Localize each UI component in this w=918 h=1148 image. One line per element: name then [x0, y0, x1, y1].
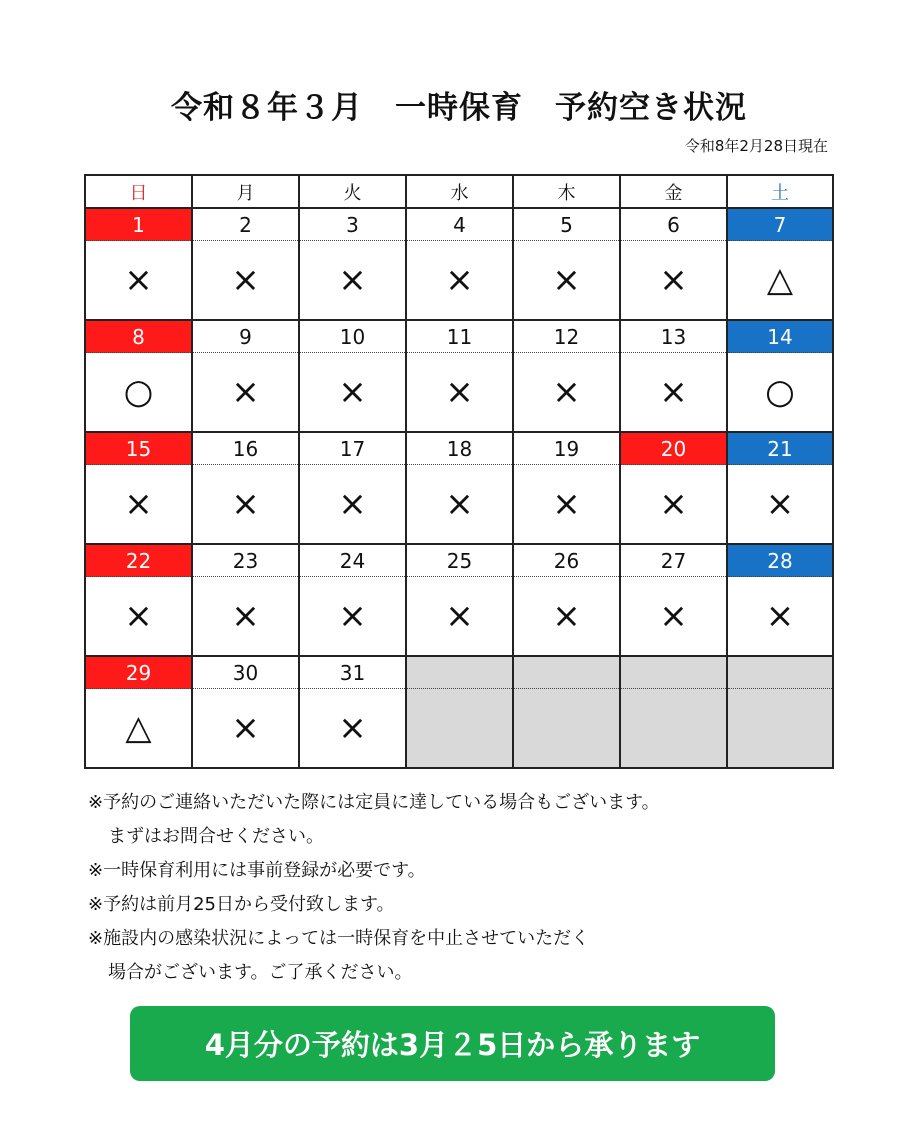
availability-mark: ×	[513, 241, 620, 321]
availability-mark: ×	[192, 353, 299, 433]
availability-mark: ×	[727, 577, 833, 657]
note-4: ※施設内の感染状況によっては一時保育を中止させていただく	[88, 928, 590, 949]
date-cell: 30	[192, 656, 299, 689]
note-2: ※一時保育利用には事前登録が必要です。	[88, 860, 426, 881]
date-cell: 13	[620, 320, 727, 353]
date-cell: 17	[299, 432, 406, 465]
availability-mark: ×	[406, 353, 513, 433]
date-cell: 9	[192, 320, 299, 353]
date-cell: 1	[85, 208, 192, 241]
page-title: 令和８年３月 一時保育 予約空き状況	[171, 90, 747, 126]
empty-date-cell	[620, 656, 727, 689]
availability-mark: ×	[406, 577, 513, 657]
date-cell: 3	[299, 208, 406, 241]
availability-row	[85, 689, 833, 769]
availability-mark: ×	[192, 465, 299, 545]
empty-mark-cell	[513, 689, 620, 769]
date-cell: 29	[85, 656, 192, 689]
date-cell: 20	[620, 432, 727, 465]
availability-mark: ○	[85, 353, 192, 433]
weekday-sat: 土	[727, 175, 833, 208]
date-cell: 18	[406, 432, 513, 465]
availability-mark: ×	[85, 577, 192, 657]
date-cell: 21	[727, 432, 833, 465]
availability-mark: ×	[620, 465, 727, 545]
date-cell: 7	[727, 208, 833, 241]
date-cell: 27	[620, 544, 727, 577]
availability-mark: ×	[85, 465, 192, 545]
date-row	[85, 544, 833, 577]
calendar-table	[84, 174, 834, 769]
date-cell: 24	[299, 544, 406, 577]
date-cell: 14	[727, 320, 833, 353]
availability-mark: ×	[299, 465, 406, 545]
date-cell: 5	[513, 208, 620, 241]
availability-row	[85, 353, 833, 433]
weekday-header-row	[85, 175, 833, 208]
date-cell: 26	[513, 544, 620, 577]
empty-mark-cell	[406, 689, 513, 769]
date-cell: 15	[85, 432, 192, 465]
availability-mark: ×	[299, 241, 406, 321]
date-cell: 4	[406, 208, 513, 241]
availability-mark: △	[85, 689, 192, 769]
availability-mark: ×	[620, 241, 727, 321]
availability-mark: ×	[513, 353, 620, 433]
date-cell: 23	[192, 544, 299, 577]
availability-mark: ×	[406, 465, 513, 545]
date-cell: 22	[85, 544, 192, 577]
date-row	[85, 320, 833, 353]
as-of-date: 令和8年2月28日現在	[684, 137, 828, 155]
note-1: ※予約のご連絡いただいた際には定員に達している場合もございます。	[88, 792, 660, 813]
empty-date-cell	[727, 656, 833, 689]
availability-mark: △	[727, 241, 833, 321]
reservation-banner: 4月分の予約は3月２5日から承ります	[130, 1006, 775, 1081]
date-cell: 31	[299, 656, 406, 689]
availability-row	[85, 241, 833, 321]
date-row	[85, 208, 833, 241]
availability-mark: ×	[192, 241, 299, 321]
date-cell: 6	[620, 208, 727, 241]
empty-date-cell	[513, 656, 620, 689]
availability-mark: ○	[727, 353, 833, 433]
date-cell: 2	[192, 208, 299, 241]
availability-mark: ×	[192, 577, 299, 657]
date-cell: 8	[85, 320, 192, 353]
availability-mark: ×	[513, 465, 620, 545]
weekday-fri: 金	[620, 175, 727, 208]
availability-mark: ×	[192, 689, 299, 769]
availability-mark: ×	[299, 577, 406, 657]
availability-mark: ×	[620, 577, 727, 657]
availability-mark: ×	[513, 577, 620, 657]
date-row	[85, 656, 833, 689]
date-cell: 11	[406, 320, 513, 353]
empty-mark-cell	[620, 689, 727, 769]
date-row	[85, 432, 833, 465]
empty-mark-cell	[727, 689, 833, 769]
date-cell: 28	[727, 544, 833, 577]
weekday-wed: 水	[406, 175, 513, 208]
date-cell: 16	[192, 432, 299, 465]
availability-mark: ×	[406, 241, 513, 321]
availability-mark: ×	[727, 465, 833, 545]
weekday-thu: 木	[513, 175, 620, 208]
date-cell: 12	[513, 320, 620, 353]
note-4-cont: 場合がございます。ご了承ください。	[108, 962, 413, 983]
date-cell: 19	[513, 432, 620, 465]
weekday-sun: 日	[85, 175, 192, 208]
note-3: ※予約は前月25日から受付致します。	[88, 894, 395, 915]
date-cell: 10	[299, 320, 406, 353]
availability-row	[85, 465, 833, 545]
notes	[88, 786, 660, 990]
availability-mark: ×	[620, 353, 727, 433]
weekday-tue: 火	[299, 175, 406, 208]
availability-row	[85, 577, 833, 657]
availability-mark: ×	[85, 241, 192, 321]
weekday-mon: 月	[192, 175, 299, 208]
empty-date-cell	[406, 656, 513, 689]
note-1-cont: まずはお問合せください。	[108, 826, 324, 847]
availability-mark: ×	[299, 689, 406, 769]
availability-mark: ×	[299, 353, 406, 433]
date-cell: 25	[406, 544, 513, 577]
